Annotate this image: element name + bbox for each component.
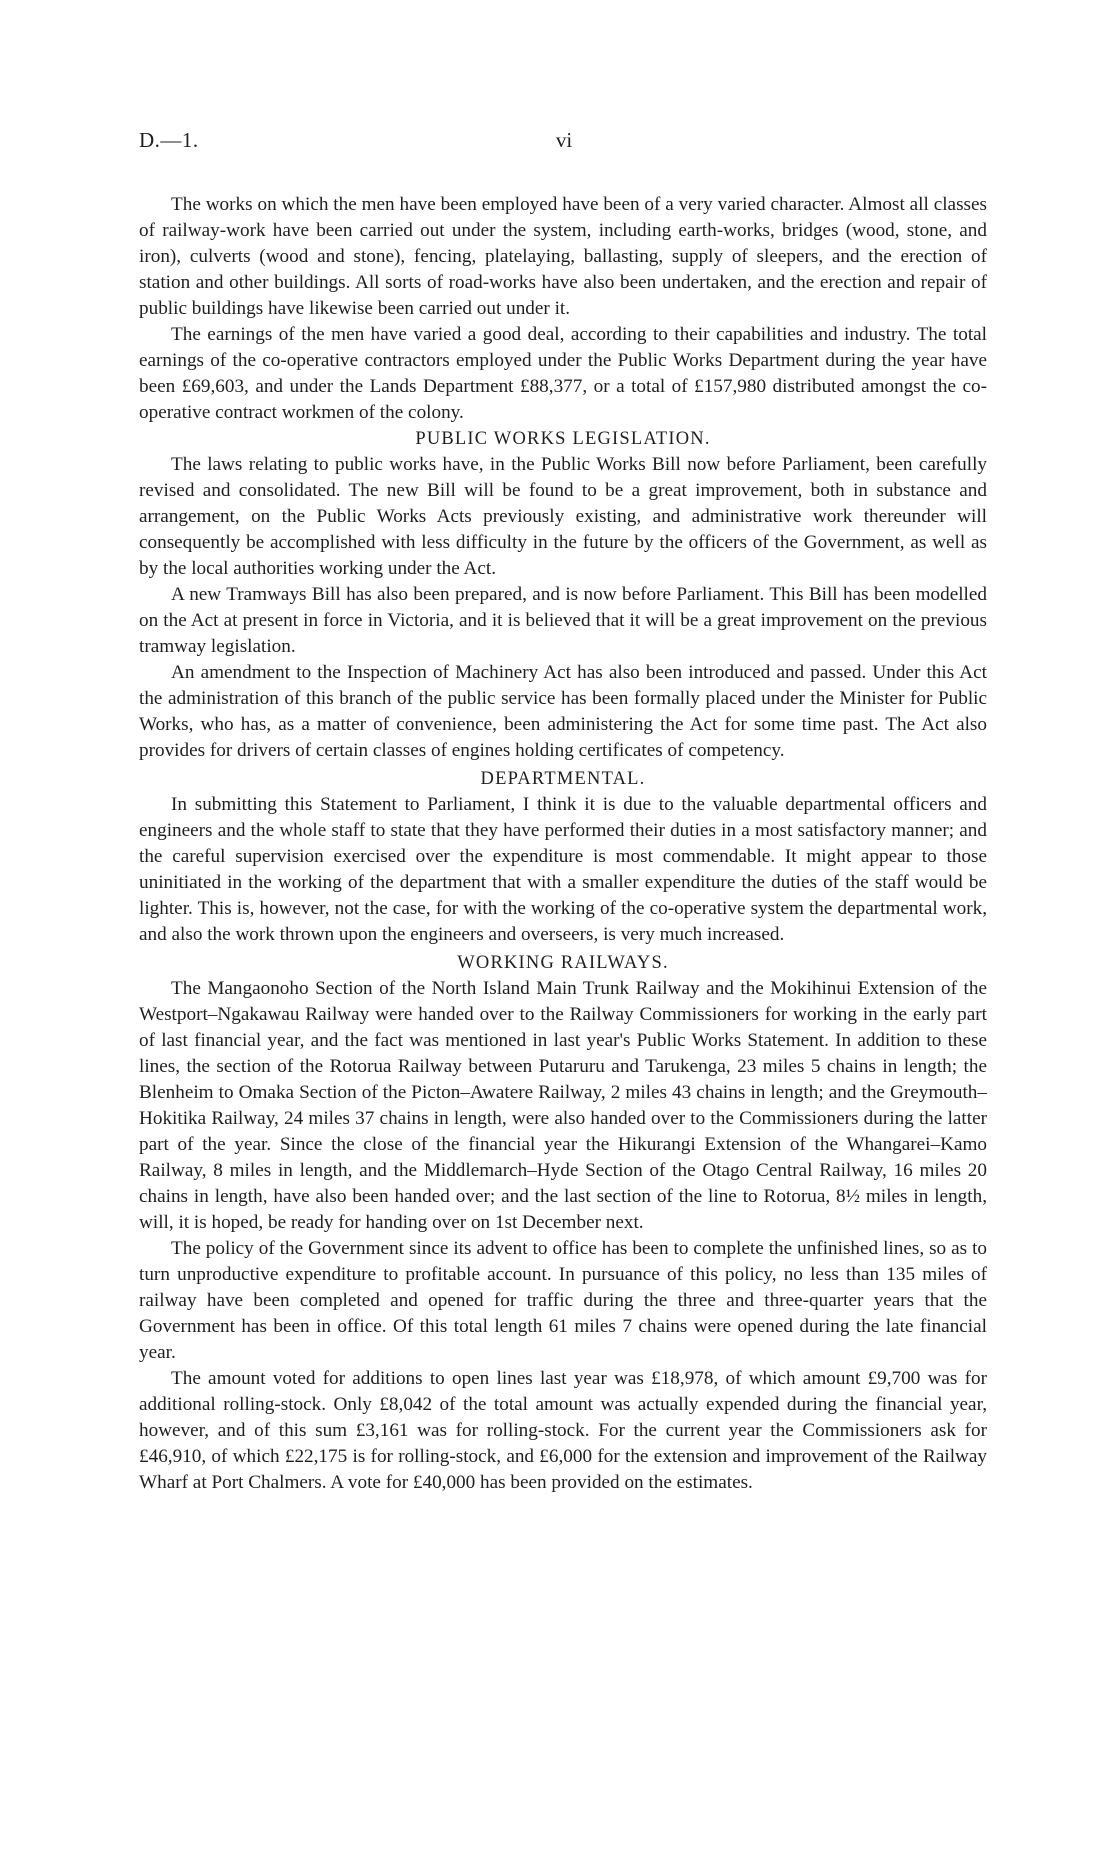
page-header <box>139 128 987 158</box>
paragraph-public-works-bill: The laws relating to public works have, in the Public Works Bill now before Parliament, been carefully revised and consolidated. The new Bill will be found to be a great improvement, both in substance and arrangement, on the Public Works Acts previously existing, and administrative work thereunder will consequently be accomplished with less difficulty in the future by the officers of the Government, as well as by the local authorities working under the Act. <box>139 454 987 579</box>
paragraph-tramways-bill: A new Tramways Bill has also been prepared, and is now before Parliament. This Bill has been modelled on the Act at present in force in Victoria, and it is believed that it will be a great improvement on the previous tramway legislation. <box>139 584 987 657</box>
document-page <box>139 128 987 1496</box>
paragraph-amount-voted: The amount voted for additions to open lines last year was £18,978, of which amount £9,700 was for additional rolling-stock. Only £8,042 of the total amount was actually expended during the financial year, however, and of this sum £3,161 was for rolling-stock. For the current year the Commissioners ask for £46,910, of which £22,175 is for rolling-stock, and £6,000 for the extension and improvement of the Railway Wharf at Port Chalmers. A vote for £40,000 has been provided on the estimates. <box>139 1368 987 1493</box>
departmental-section <box>139 766 987 948</box>
paragraph-works-character: The works on which the men have been employed have been of a very varied character. Almost all classes of railway-work have been carried out under the system, including earth-works, bridges (wood, stone, and iron), culverts (wood and stone), fencing, platelaying, ballasting, supply of sleepers, and the erection of station and other buildings. All sorts of road-works have also been undertaken, and the erection and repair of public buildings have likewise been carried out under it. <box>139 194 987 319</box>
paragraph-departmental-staff: In submitting this Statement to Parliament, I think it is due to the valuable departmental officers and engineers and the whole staff to state that they have performed their duties in a most satisfactory manner; and the careful supervision exercised over the expenditure is most commendable. It might appear to those uninitiated in the working of the department that with a smaller expenditure the duties of the staff would be lighter. This is, however, not the case, for with the working of the co-operative system the departmental work, and also the work thrown upon the engineers and overseers, is very much increased. <box>139 794 987 945</box>
section-heading-working-railways: WORKING RAILWAYS. <box>457 953 669 973</box>
paragraph-earnings: The earnings of the men have varied a good deal, according to their capabilities and industry. The total earnings of the co-operative contractors employed under the Public Works Department during the year have been £69,603, and under the Lands Department £88,377, or a total of £157,980 distributed amongst the co-operative contract workmen of the colony. <box>139 324 987 423</box>
section-heading-departmental: DEPARTMENTAL. <box>480 769 646 789</box>
working-railways-section <box>139 950 987 1496</box>
paragraph-machinery-act: An amendment to the Inspection of Machinery Act has also been introduced and passed. Under this Act the administration of this branch of the public service has been formally placed under the Minister for Public Works, who has, as a matter of convenience, been administering the Act for some time past. The Act also provides for drivers of certain classes of engines holding certificates of competency. <box>139 662 987 761</box>
document-reference: D.—1. <box>139 128 199 152</box>
paragraph-lines-handed-over: The Mangaonoho Section of the North Island Main Trunk Railway and the Mokihinui Extension of the Westport–Ngakawau Railway were handed over to the Railway Commissioners for working in the early part of last financial year, and the fact was mentioned in last year's Public Works Statement. In addition to these lines, the section of the Rotorua Railway between Putaruru and Tarukenga, 23 miles 5 chains in length; the Blenheim to Omaka Section of the Picton–Awatere Railway, 2 miles 43 chains in length; and the Greymouth–Hokitika Railway, 24 miles 37 chains in length, were also handed over to the Commissioners during the latter part of the year. Since the close of the financial year the Hikurangi Extension of the Whangarei–Kamo Railway, 8 miles in length, and the Middlemarch–Hyde Section of the Otago Central Railway, 16 miles 20 chains in length, have also been handed over; and the last section of the line to Rotorua, 8½ miles in length, will, it is hoped, be ready for handing over on 1st December next. <box>139 978 987 1233</box>
intro-section <box>139 192 987 426</box>
page-number: vi <box>555 128 573 152</box>
public-works-legislation-section <box>139 426 987 764</box>
section-heading-public-works-legislation: PUBLIC WORKS LEGISLATION. <box>415 429 711 449</box>
paragraph-government-policy: The policy of the Government since its advent to office has been to complete the unfinished lines, so as to turn unproductive expenditure to profitable account. In pursuance of this policy, no less than 135 miles of railway have been completed and opened for traffic during the three and three-quarter years that the Government has been in office. Of this total length 61 miles 7 chains were opened during the late financial year. <box>139 1238 987 1363</box>
